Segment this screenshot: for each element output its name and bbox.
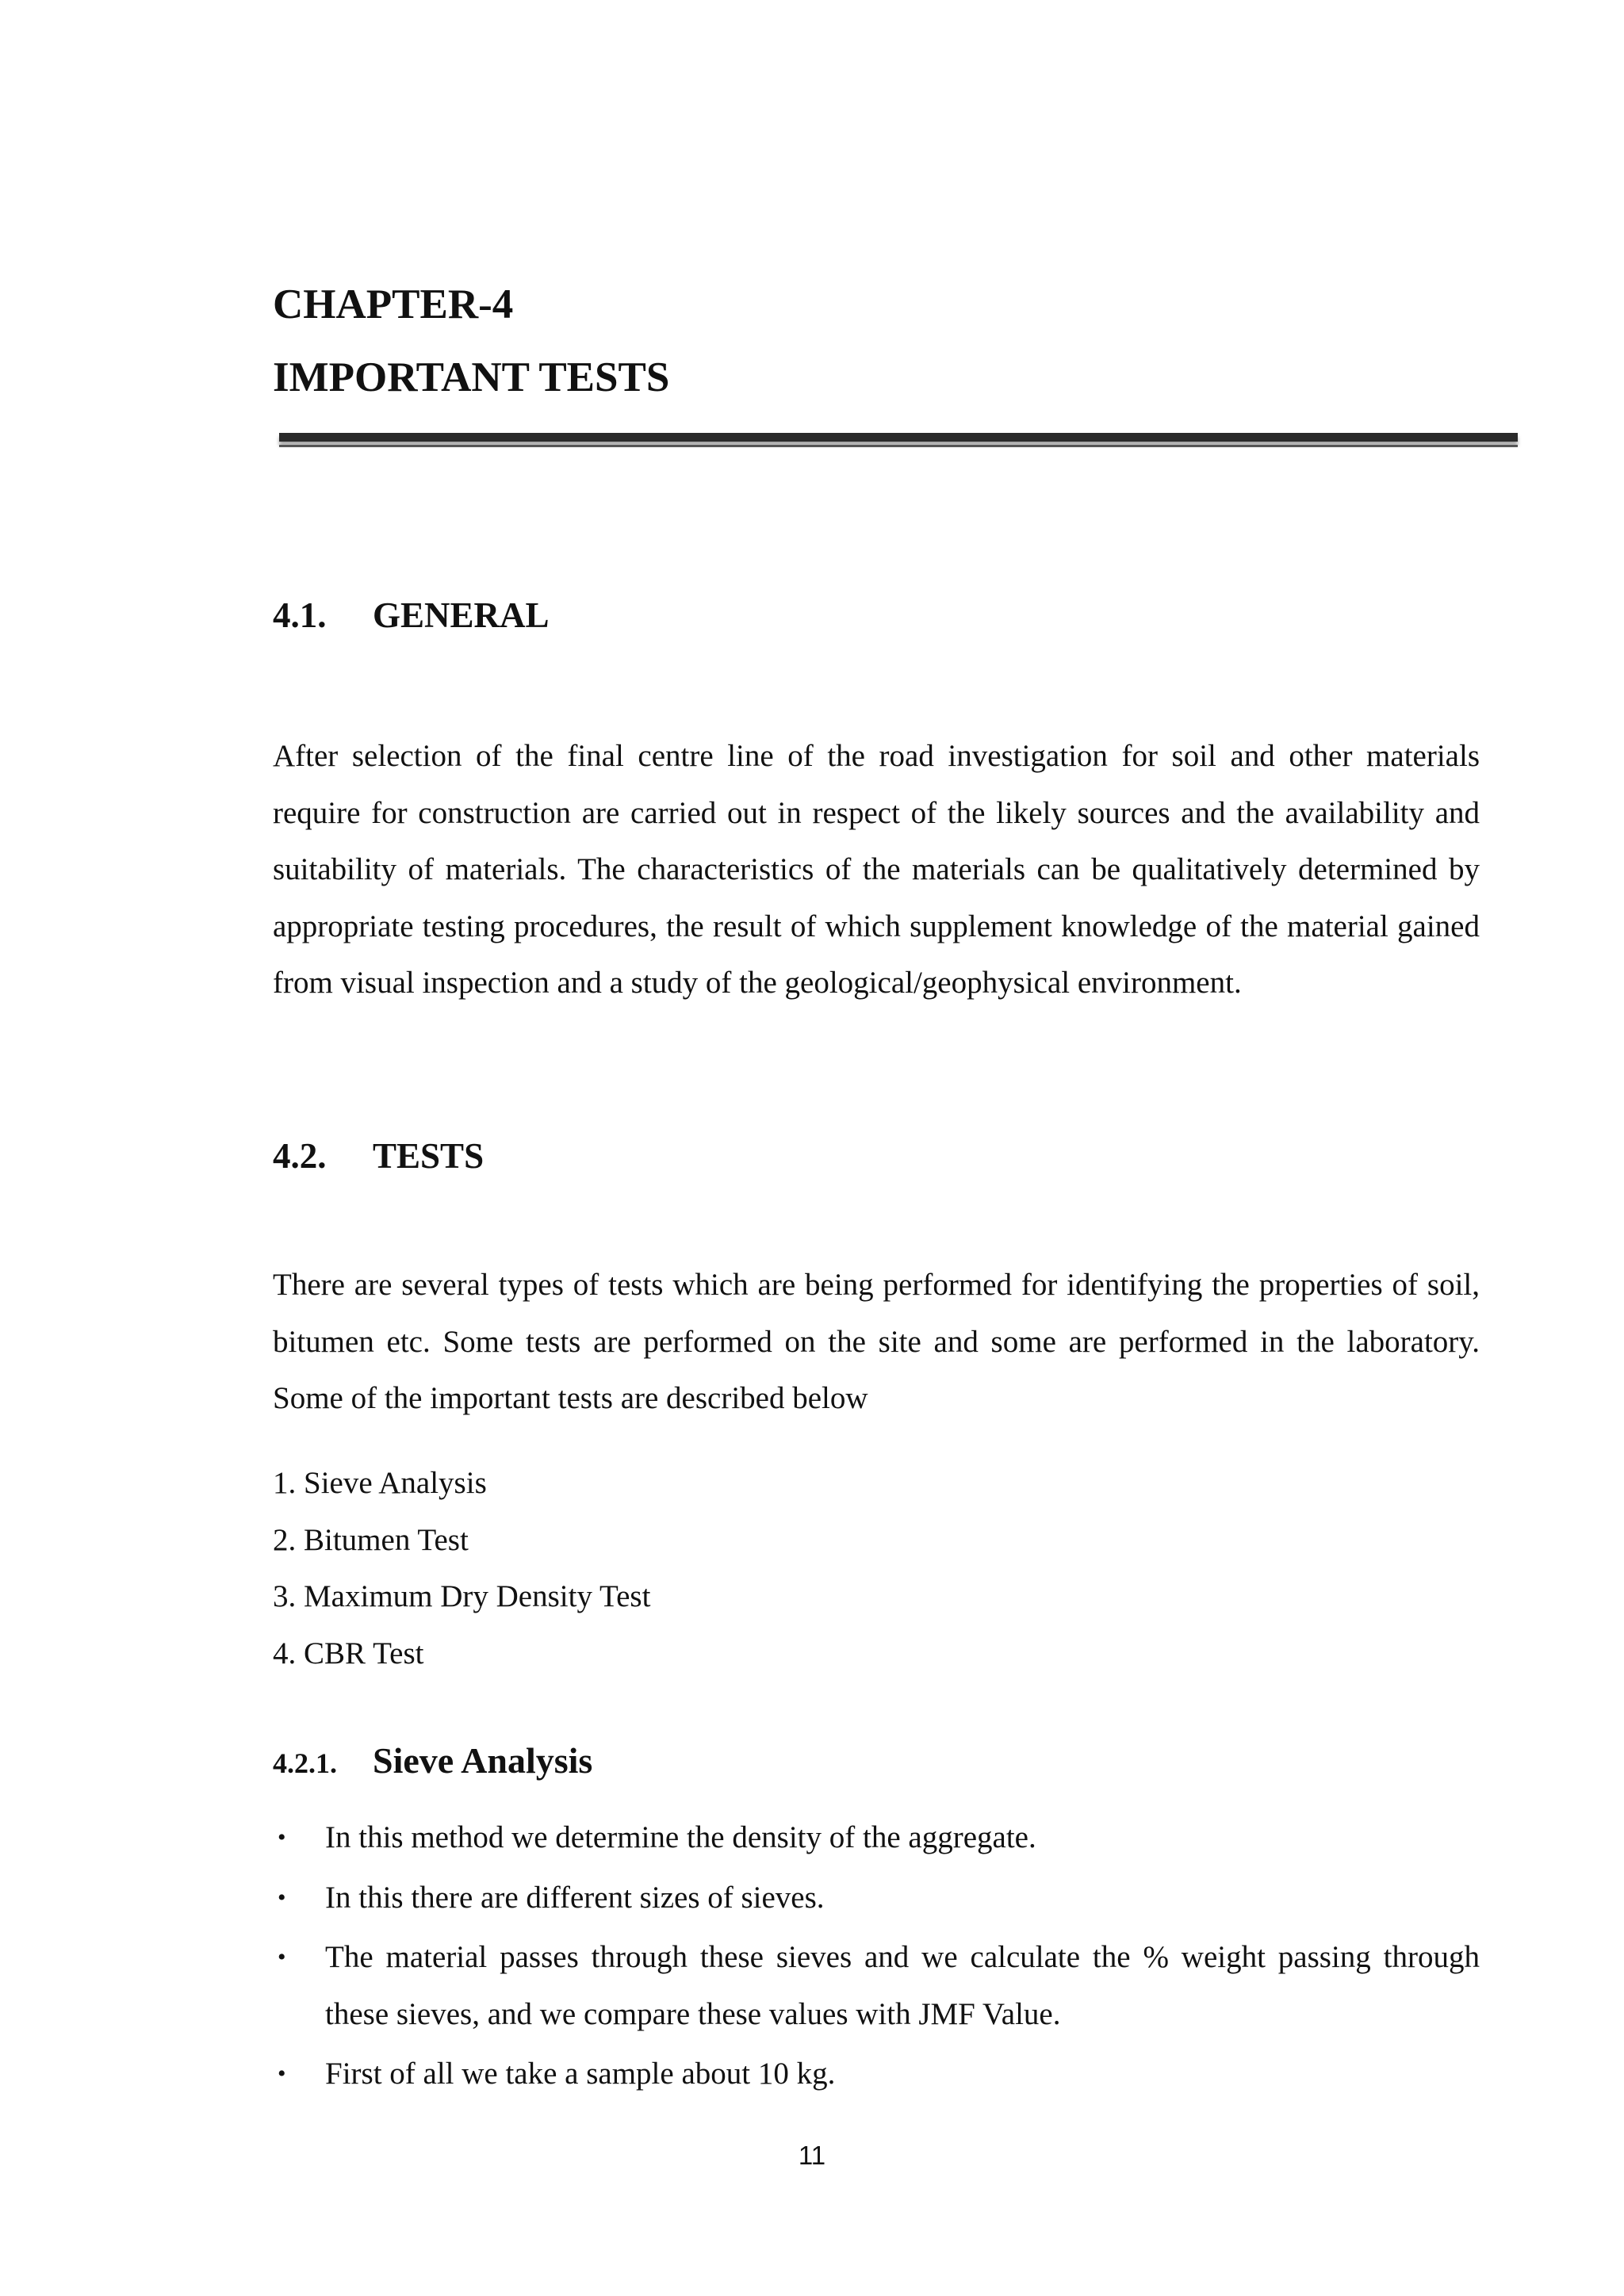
bullet-item	[273, 1929, 1480, 2042]
list-item: 3. Maximum Dry Density Test	[273, 1579, 651, 1613]
bullet-text: In this method we determine the density of the aggregate.	[325, 1820, 1036, 1854]
divider-thick-line	[279, 433, 1518, 442]
bullet-text: First of all we take a sample about 10 kg.	[325, 2057, 836, 2091]
list-item: 1. Sieve Analysis	[273, 1466, 487, 1500]
section-title: GENERAL	[373, 595, 550, 635]
chapter-heading	[273, 268, 669, 414]
bullet-text: In this there are different sizes of sieves.	[325, 1880, 825, 1915]
section-title: TESTS	[373, 1136, 485, 1176]
section-heading-general	[273, 595, 550, 636]
section-number: 4.2.	[273, 1136, 327, 1176]
general-paragraph: After selection of the final centre line of the road investigation for soil and other materials require for construction are carried out in respect of the likely sources and the availability and suitability of materials. The characteristics of the materials can be qualitatively determined by appropriate testing procedures, the result of which supplement knowledge of the material gained from visual inspection and a study of the geological/geophysical environment.	[273, 739, 1480, 1000]
bullet-item	[273, 1809, 1480, 1866]
subsection-title: Sieve Analysis	[373, 1740, 593, 1781]
chapter-divider	[279, 433, 1518, 449]
list-item: 4. CBR Test	[273, 1636, 424, 1670]
subsection-number: 4.2.1.	[273, 1747, 337, 1779]
section-number: 4.1.	[273, 595, 327, 635]
bullet-item	[273, 2045, 1480, 2103]
divider-thin-line	[279, 445, 1518, 447]
tests-list	[273, 1455, 650, 1682]
tests-paragraph: There are several types of tests which are being performed for identifying the properties of soil, bitumen etc. Some tests are performed on the site and some are performed in the laboratory. Some of the important tests are described below	[273, 1268, 1480, 1415]
bullet-icon: •	[278, 1824, 286, 1850]
chapter-number: CHAPTER-4	[273, 281, 514, 327]
bullet-item	[273, 1869, 1480, 1927]
bullet-icon: •	[278, 2061, 286, 2087]
bullet-icon: •	[278, 1944, 286, 1970]
bullet-icon: •	[278, 1884, 286, 1911]
section-heading-tests	[273, 1135, 484, 1177]
list-item: 2. Bitumen Test	[273, 1522, 469, 1557]
subsection-heading-sieve-analysis	[273, 1739, 592, 1781]
chapter-title: IMPORTANT TESTS	[273, 354, 670, 400]
bullet-text: The material passes through these sieves and we calculate the % weight passing through these sieves, and we compare these values with JMF Value.	[325, 1940, 1480, 2031]
sieve-analysis-bullets	[273, 1809, 1480, 2106]
page-number: 11	[798, 2141, 826, 2170]
